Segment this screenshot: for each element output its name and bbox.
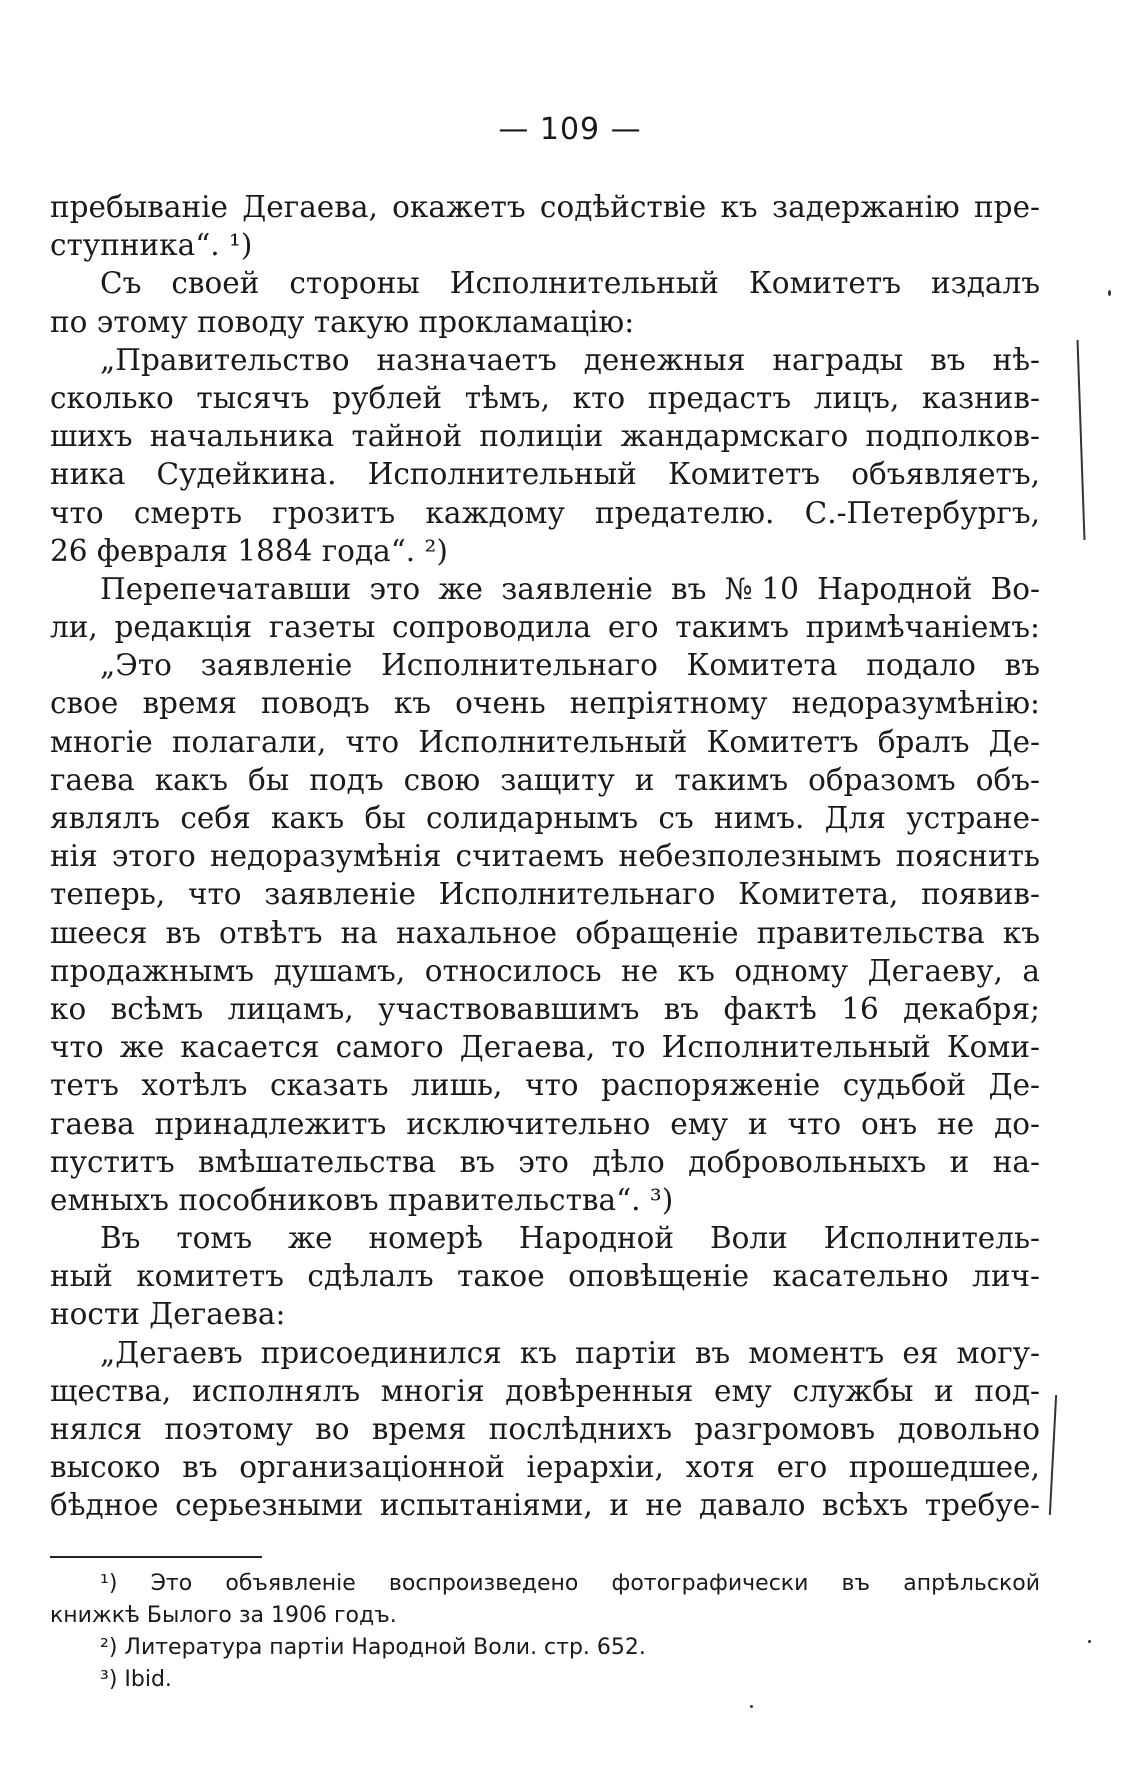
text-line: емныхъ пособниковъ правительства“. ³)	[50, 1182, 674, 1217]
text-line: тетъ хотѣлъ сказать лишь, что распоряженiе судьбой Де-	[50, 1068, 1040, 1103]
text-line: ли, редакцiя газеты сопроводила его такимъ примѣчанiемъ:	[50, 610, 1040, 645]
footnote-1: ¹) Это объявленiе воспроизведено фотографически въ апрѣльской	[100, 1571, 1040, 1596]
text-line: нiя этого недоразумѣнiя считаемъ небезполезнымъ пояснить	[50, 839, 1040, 874]
scan-speck	[1108, 290, 1111, 296]
text-line: ко всѣмъ лицамъ, участвовавшимъ въ фактѣ 16 декабря;	[50, 991, 1040, 1026]
text-line: ника Судейкина. Исполнительный Комитетъ объявляетъ,	[50, 457, 1040, 492]
text-line: пуститъ вмѣшательства въ это дѣло добровольныхъ и на-	[50, 1144, 1040, 1179]
text-line: бѣдное серьезными испытанiями, и не давало всѣхъ требуе-	[50, 1488, 1040, 1523]
text-line: ности Дегаева:	[50, 1297, 286, 1332]
margin-mark	[1049, 1395, 1057, 1515]
text-line: являлъ себя какъ бы солидарнымъ съ нимъ. Для устране-	[50, 801, 1040, 835]
text-line: нялся поэтому во время послѣднихъ разгромовъ довольно	[50, 1412, 1040, 1446]
footnote-2: ²) Литература партiи Народной Воли. стр. 652.	[100, 1635, 646, 1660]
text-line: по этому поводу такую прокламацiю:	[50, 304, 635, 339]
footnote-divider	[50, 1556, 262, 1558]
text-line: Съ своей стороны Исполнительный Комитетъ издалъ	[100, 266, 1040, 301]
footnote-1-continued: книжкѣ Былого за 1906 годъ.	[50, 1603, 397, 1628]
text-line: шихъ начальника тайной полицiи жандармскаго подполков-	[50, 419, 1040, 454]
page-number: — 109 —	[498, 112, 642, 147]
text-line: пребыванiе Дегаева, окажетъ содѣйствiе къ задержанiю пре-	[50, 190, 1040, 224]
text-line: щества, исполнялъ многiя довѣренныя ему службы и под-	[50, 1373, 1040, 1408]
text-line: теперь, что заявленiе Исполнительнаго Комитета, появив-	[50, 877, 1040, 912]
footnotes	[50, 1568, 1040, 1696]
scan-speck	[1088, 1640, 1091, 1643]
text-line: высоко въ организацiонной iерархiи, хотя его прошедшее,	[50, 1450, 1040, 1485]
text-line: что же касается самого Дегаева, то Исполнительный Коми-	[50, 1030, 1040, 1065]
text-line: что смерть грозитъ каждому предателю. С.-Петербургъ,	[50, 495, 1040, 530]
text-line: свое время поводъ къ очень непрiятному недоразумѣнiю:	[50, 686, 1040, 721]
text-line: шееся въ отвѣтъ на нахальное обращенiе правительства къ	[50, 915, 1040, 950]
footnote-3: ³) Ibid.	[100, 1667, 172, 1692]
text-line: сколько тысячъ рублей тѣмъ, кто предастъ лицъ, казнив-	[50, 380, 1040, 415]
body-text	[50, 188, 1040, 1525]
text-line: „Правительство назначаетъ денежныя награды въ нѣ-	[100, 342, 1040, 377]
text-line: гаева принадлежитъ исключительно ему и что онъ не до-	[50, 1106, 1040, 1141]
text-line: „Дегаевъ присоединился къ партiи въ моментъ ея могу-	[100, 1335, 1040, 1370]
text-line: ступника“. ¹)	[50, 228, 253, 263]
text-line: ный комитетъ сдѣлалъ такое оповѣщенiе касательно лич-	[50, 1259, 1040, 1294]
text-line: 26 февраля 1884 года“. ²)	[50, 533, 448, 568]
text-line: Въ томъ же номерѣ Народной Воли Исполнитель-	[100, 1221, 1040, 1256]
text-line: „Это заявленiе Исполнительнаго Комитета подало въ	[100, 648, 1040, 683]
text-line: гаева какъ бы подъ свою защиту и такимъ образомъ объ-	[50, 762, 1040, 797]
margin-mark	[1077, 340, 1086, 540]
scan-speck	[750, 1705, 753, 1708]
text-line: Перепечатавши это же заявленiе въ №10 Народной Во-	[100, 571, 1040, 606]
text-line: продажнымъ душамъ, относилось не къ одному Дегаеву, а	[50, 953, 1040, 988]
text-line: многiе полагали, что Исполнительный Комитетъ бралъ Де-	[50, 724, 1040, 759]
